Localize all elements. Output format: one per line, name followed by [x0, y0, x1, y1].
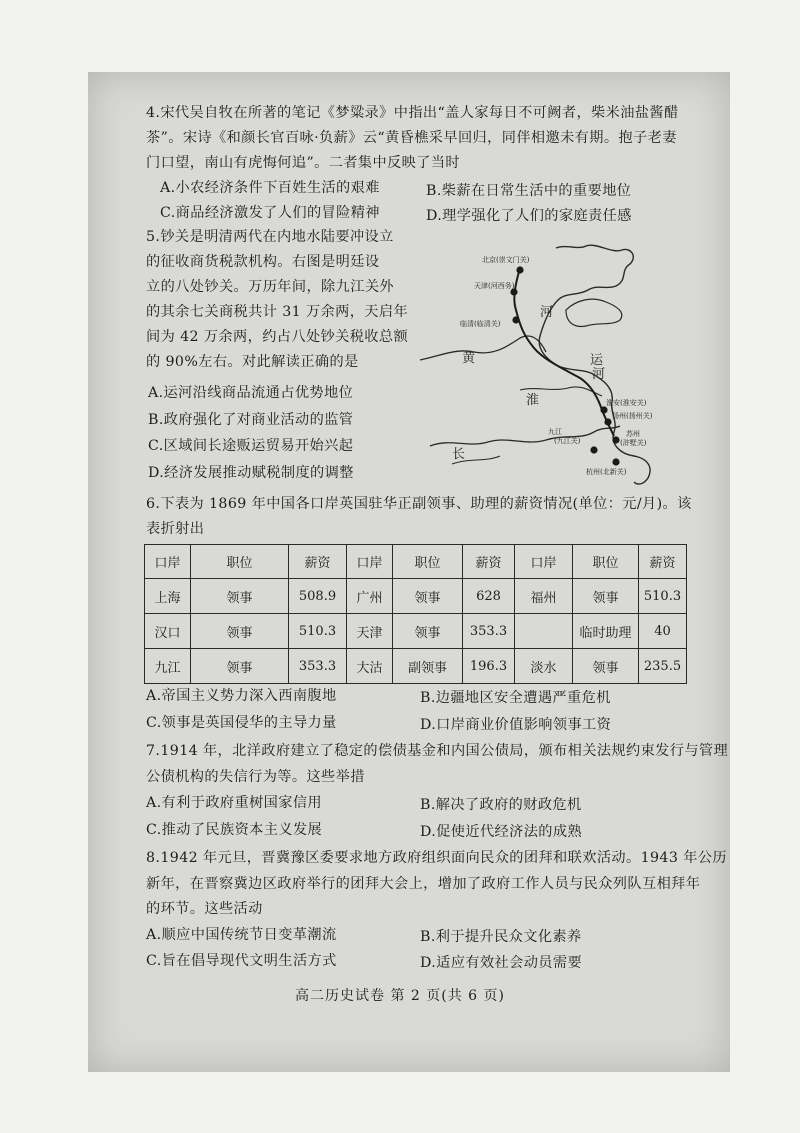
- q4-option-d[interactable]: D.理学强化了人们的家庭责任感: [426, 208, 632, 224]
- customs-huaian-marker: [600, 406, 607, 413]
- table-cell: 领事: [393, 579, 463, 614]
- table-cell: 领事: [573, 579, 639, 614]
- q5-stem-line-4: 的其余七关商税共计 31 万余两，天启年: [146, 304, 409, 320]
- grand-canal-customs-map: [416, 240, 698, 486]
- table-cell: 510.3: [639, 579, 687, 614]
- q5-stem-line-6: 的 90%左右。对此解读正确的是: [146, 354, 359, 370]
- q7-option-a[interactable]: A.有利于政府重树国家信用: [146, 795, 323, 811]
- table-header-row: [145, 545, 687, 579]
- q7-stem-line-1: 7.1914 年，北洋政府建立了稳定的偿债基金和内国公债局，颁布相关法规约束发行与管理: [146, 743, 729, 759]
- table-cell: 508.9: [289, 579, 347, 614]
- table-cell: 福州: [515, 579, 573, 614]
- q8-stem-line-1: 8.1942 年元旦，晋冀豫区委要求地方政府组织面向民众的团拜和联欢活动。1943 年公历: [146, 850, 727, 866]
- table-header-cell: 职位: [393, 545, 463, 579]
- q4-stem-line-2: 茶”。宋诗《和颜长官百咏·负薪》云“黄昏樵采早回归，同伴相邀未有期。抱子老妻: [146, 130, 677, 146]
- table-cell: 领事: [191, 649, 289, 684]
- q7-option-c[interactable]: C.推动了民族资本主义发展: [146, 822, 323, 838]
- q6-option-c[interactable]: C.领事是英国侵华的主导力量: [146, 715, 337, 731]
- q8-option-b[interactable]: B.利于提升民众文化素养: [420, 929, 582, 945]
- table-cell: 353.3: [289, 649, 347, 684]
- table-cell: 淡水: [515, 649, 573, 684]
- table-cell: 领事: [573, 649, 639, 684]
- table-row: [145, 649, 687, 684]
- q8-stem-line-3: 的环节。这些活动: [146, 901, 263, 917]
- map-peninsula: [566, 299, 622, 326]
- customs-jiujiang-marker: [590, 446, 597, 453]
- map-label-huai: 淮: [526, 393, 540, 408]
- customs-linqing-marker: [512, 316, 519, 323]
- q4-option-a[interactable]: A.小农经济条件下百姓生活的艰难: [160, 180, 380, 196]
- map-yangtze-river: [430, 426, 620, 446]
- table-header-cell: 薪资: [463, 545, 515, 579]
- table-cell: 235.5: [639, 649, 687, 684]
- map-label-tianjin: 天津(河西务): [474, 282, 515, 290]
- table-header-cell: 口岸: [145, 545, 191, 579]
- table-cell: 上海: [145, 579, 191, 614]
- q5-stem-line-2: 的征收商货税款机构。右图是明廷设: [146, 254, 380, 270]
- map-label-suzhou: 苏州: [626, 430, 640, 438]
- map-label-yun: 运: [590, 353, 604, 368]
- table-cell: [515, 614, 573, 649]
- table-cell: 副领事: [393, 649, 463, 684]
- table-cell: 临时助理: [573, 614, 639, 649]
- q5-stem-line-3: 立的八处钞关。万历年间，除九江关外: [146, 279, 394, 295]
- customs-hangzhou-marker: [612, 458, 619, 465]
- table-header-cell: 职位: [191, 545, 289, 579]
- q4-stem-line-1: 4.宋代吴自牧在所著的笔记《梦粱录》中指出“盖人家每日不可阙者，柴米油盐酱醋: [146, 105, 679, 121]
- table-cell: 领事: [393, 614, 463, 649]
- map-label-he-2: 河: [592, 367, 606, 382]
- table-header-cell: 口岸: [347, 545, 393, 579]
- q5-option-a[interactable]: A.运河沿线商品流通占优势地位: [148, 385, 354, 401]
- table-cell: 大沽: [347, 649, 393, 684]
- q5-option-d[interactable]: D.经济发展推动赋税制度的调整: [148, 465, 354, 481]
- map-label-jiujiang: 九江: [548, 428, 562, 436]
- q8-stem-line-2: 新年，在晋察冀边区政府举行的团拜大会上，增加了政府工作人员与民众列队互相拜年: [146, 876, 701, 892]
- table-header-cell: 薪资: [289, 545, 347, 579]
- map-label-hangzhou: 杭州(北新关): [586, 468, 627, 476]
- q6-option-a[interactable]: A.帝国主义势力深入西南腹地: [146, 688, 337, 704]
- page-footer: 高二历史试卷 第 2 页(共 6 页): [295, 988, 505, 1004]
- table-cell: 628: [463, 579, 515, 614]
- map-label-yellow: 黄: [462, 351, 476, 366]
- table-header-cell: 口岸: [515, 545, 573, 579]
- map-label-linqing: 临清(临清关): [460, 320, 501, 328]
- consul-salary-table: [144, 544, 687, 684]
- customs-suzhou-marker: [612, 436, 619, 443]
- map-label-hushu: (浒墅关): [620, 439, 647, 447]
- table-row: [145, 614, 687, 649]
- q4-stem-line-3: 门口望，南山有虎悔何追”。二者集中反映了当时: [146, 155, 460, 171]
- table-cell: 领事: [191, 614, 289, 649]
- q7-option-b[interactable]: B.解决了政府的财政危机: [420, 797, 582, 813]
- table-cell: 196.3: [463, 649, 515, 684]
- q6-option-b[interactable]: B.边疆地区安全遭遇严重危机: [420, 690, 611, 706]
- map-label-chang: 长: [452, 447, 466, 462]
- q6-option-d[interactable]: D.口岸商业价值影响领事工资: [420, 717, 612, 733]
- customs-beijing-marker: [516, 266, 523, 273]
- map-label-beijing: 北京(崇文门关): [482, 256, 530, 264]
- map-label-huaian: 淮安(淮安关): [606, 399, 647, 407]
- table-cell: 汉口: [145, 614, 191, 649]
- table-row: [145, 579, 687, 614]
- q5-option-b[interactable]: B.政府强化了对商业活动的监管: [148, 412, 354, 428]
- table-cell: 九江: [145, 649, 191, 684]
- map-label-jiujiang-guan: (九江关): [554, 437, 581, 445]
- q4-option-c[interactable]: C.商品经济激发了人们的冒险精神: [160, 205, 380, 221]
- map-label-yangzhou: 扬州(扬州关): [612, 412, 653, 420]
- map-label-he-1: 河: [540, 305, 554, 320]
- table-header-cell: 职位: [573, 545, 639, 579]
- table-cell: 领事: [191, 579, 289, 614]
- q8-option-c[interactable]: C.旨在倡导现代文明生活方式: [146, 953, 337, 969]
- q5-stem-line-5: 间为 42 万余两，约占八处钞关税收总额: [146, 329, 409, 345]
- table-header-cell: 薪资: [639, 545, 687, 579]
- table-cell: 40: [639, 614, 687, 649]
- map-svg: [416, 240, 698, 486]
- table-cell: 510.3: [289, 614, 347, 649]
- q7-option-d[interactable]: D.促使近代经济法的成熟: [420, 824, 583, 840]
- q7-stem-line-2: 公债机构的失信行为等。这些举措: [146, 769, 365, 785]
- customs-yangzhou-marker: [604, 418, 611, 425]
- q8-option-a[interactable]: A.顺应中国传统节日变革潮流: [146, 927, 337, 943]
- q8-option-d[interactable]: D.适应有效社会动员需要: [420, 955, 583, 971]
- q5-stem-line-1: 5.钞关是明清两代在内地水陆要冲设立: [146, 229, 394, 245]
- table-cell: 广州: [347, 579, 393, 614]
- map-grand-canal: [514, 268, 614, 436]
- q4-option-b[interactable]: B.柴薪在日常生活中的重要地位: [426, 183, 632, 199]
- q5-option-c[interactable]: C.区域间长途贩运贸易开始兴起: [148, 438, 354, 454]
- table-cell: 天津: [347, 614, 393, 649]
- table-cell: 353.3: [463, 614, 515, 649]
- q6-stem-line-1: 6.下表为 1869 年中国各口岸英国驻华正副领事、助理的薪资情况(单位：元/月)。该: [146, 496, 692, 512]
- q6-stem-line-2: 表折射出: [146, 521, 205, 537]
